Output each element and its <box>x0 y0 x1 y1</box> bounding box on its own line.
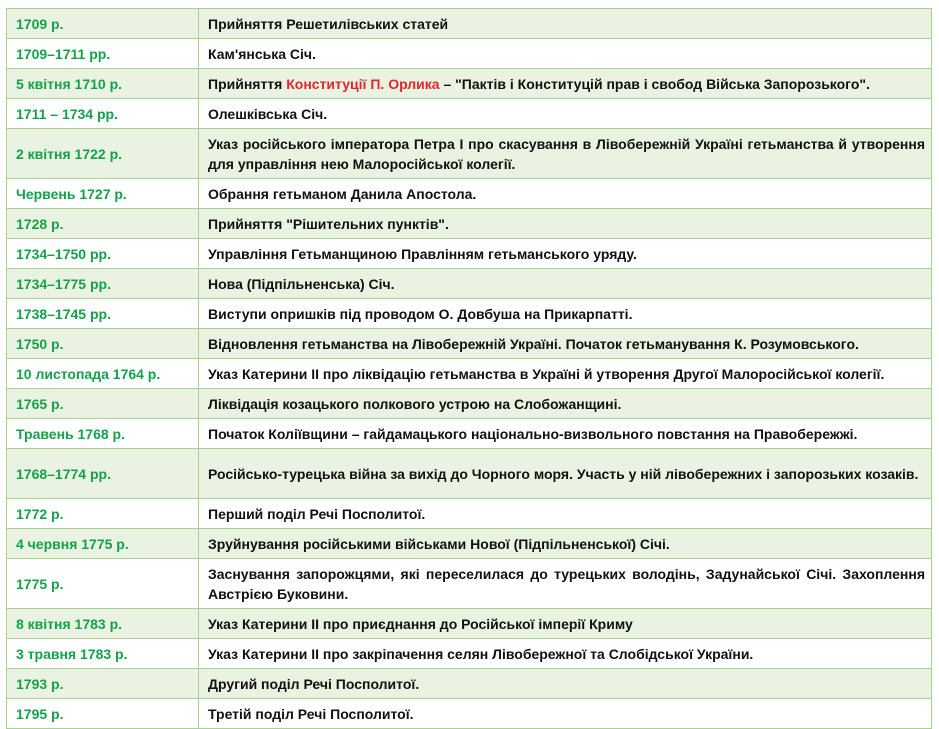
table-row <box>7 529 932 559</box>
table-row <box>7 69 932 99</box>
table-row <box>7 179 932 209</box>
row-date: 2 квітня 1722 р. <box>7 129 199 179</box>
event-text: Прийняття <box>208 75 287 92</box>
table-row <box>7 9 932 39</box>
row-event: Виступи опришків під проводом О. Довбуша на Прикарпатті. <box>199 299 932 329</box>
row-date: 1734–1750 рр. <box>7 239 199 269</box>
row-event: Нова (Підпільненська) Січ. <box>199 269 932 299</box>
table-row <box>7 299 932 329</box>
row-date: 1709 р. <box>7 9 199 39</box>
row-date: 1734–1775 рр. <box>7 269 199 299</box>
row-event: Кам'янська Січ. <box>199 39 932 69</box>
table-row <box>7 609 932 639</box>
row-date: Червень 1727 р. <box>7 179 199 209</box>
row-event: Початок Коліївщини – гайдамацького національно-визвольного повстання на Правобережжі. <box>199 419 932 449</box>
chronology-table-body <box>7 9 932 729</box>
chronology-table <box>6 8 932 729</box>
row-date: 1728 р. <box>7 209 199 239</box>
row-date: 1795 р. <box>7 699 199 729</box>
row-event: Указ Катерини ІІ про приєднання до Російської імперії Криму <box>199 609 932 639</box>
row-date: 1772 р. <box>7 499 199 529</box>
table-row <box>7 269 932 299</box>
table-row <box>7 129 932 179</box>
row-date: 8 квітня 1783 р. <box>7 609 199 639</box>
row-date: 4 червня 1775 р. <box>7 529 199 559</box>
table-row <box>7 699 932 729</box>
row-event: Указ Катерини ІІ про закріпачення селян Лівобережної та Слобідської України. <box>199 639 932 669</box>
row-event: Указ російського імператора Петра І про скасування в Лівобережній Україні гетьманства й утворення для управління нею Малоросійської колегії. <box>199 129 932 179</box>
row-event: Ліквідація козацького полкового устрою на Слобожанщині. <box>199 389 932 419</box>
table-row <box>7 239 932 269</box>
row-date: 1775 р. <box>7 559 199 609</box>
row-event: Обрання гетьманом Данила Апостола. <box>199 179 932 209</box>
table-row <box>7 39 932 69</box>
row-date: 1793 р. <box>7 669 199 699</box>
table-row <box>7 499 932 529</box>
row-event: Третій поділ Речі Посполитої. <box>199 699 932 729</box>
table-row <box>7 329 932 359</box>
row-date: 1738–1745 рр. <box>7 299 199 329</box>
table-row <box>7 389 932 419</box>
table-row <box>7 449 932 499</box>
row-date: 10 листопада 1764 р. <box>7 359 199 389</box>
row-event: Зруйнування російськими військами Нової (Підпільненської) Січі. <box>199 529 932 559</box>
row-date: 1711 – 1734 рр. <box>7 99 199 129</box>
table-row <box>7 99 932 129</box>
row-date: 1709–1711 рр. <box>7 39 199 69</box>
row-event: Указ Катерини ІІ про ліквідацію гетьманства в Україні й утворення Другої Малоросійської колегії. <box>199 359 932 389</box>
row-date: Травень 1768 р. <box>7 419 199 449</box>
event-text: – "Пактів і Конституцій прав і свобод Війська Запорозького". <box>439 75 870 92</box>
row-event: Відновлення гетьманства на Лівобережній Україні. Початок гетьманування К. Розумовського. <box>199 329 932 359</box>
row-date: 5 квітня 1710 р. <box>7 69 199 99</box>
table-row <box>7 359 932 389</box>
row-date: 1765 р. <box>7 389 199 419</box>
row-event: Прийняття Решетилівських статей <box>199 9 932 39</box>
row-event: Управління Гетьманщиною Правлінням гетьманського уряду. <box>199 239 932 269</box>
row-event: Прийняття "Рішительних пунктів". <box>199 209 932 239</box>
table-row <box>7 559 932 609</box>
constitution-highlight: Конституції П. Орлика <box>286 75 440 92</box>
row-event: Заснування запорожцями, які переселилася до турецьких володінь, Задунайської Січі. Захоплення Австрією Буковини. <box>199 559 932 609</box>
row-event: Перший поділ Речі Посполитої. <box>199 499 932 529</box>
table-row <box>7 669 932 699</box>
table-row <box>7 419 932 449</box>
table-row <box>7 639 932 669</box>
table-row <box>7 209 932 239</box>
row-date: 1768–1774 рр. <box>7 449 199 499</box>
row-event: Олешківська Січ. <box>199 99 932 129</box>
row-date: 1750 р. <box>7 329 199 359</box>
row-event: Другий поділ Речі Посполитої. <box>199 669 932 699</box>
row-date: 3 травня 1783 р. <box>7 639 199 669</box>
row-event: Російсько-турецька війна за вихід до Чорного моря. Участь у ній лівобережних і запорозьких козаків. <box>199 449 932 499</box>
row-event <box>199 69 932 99</box>
